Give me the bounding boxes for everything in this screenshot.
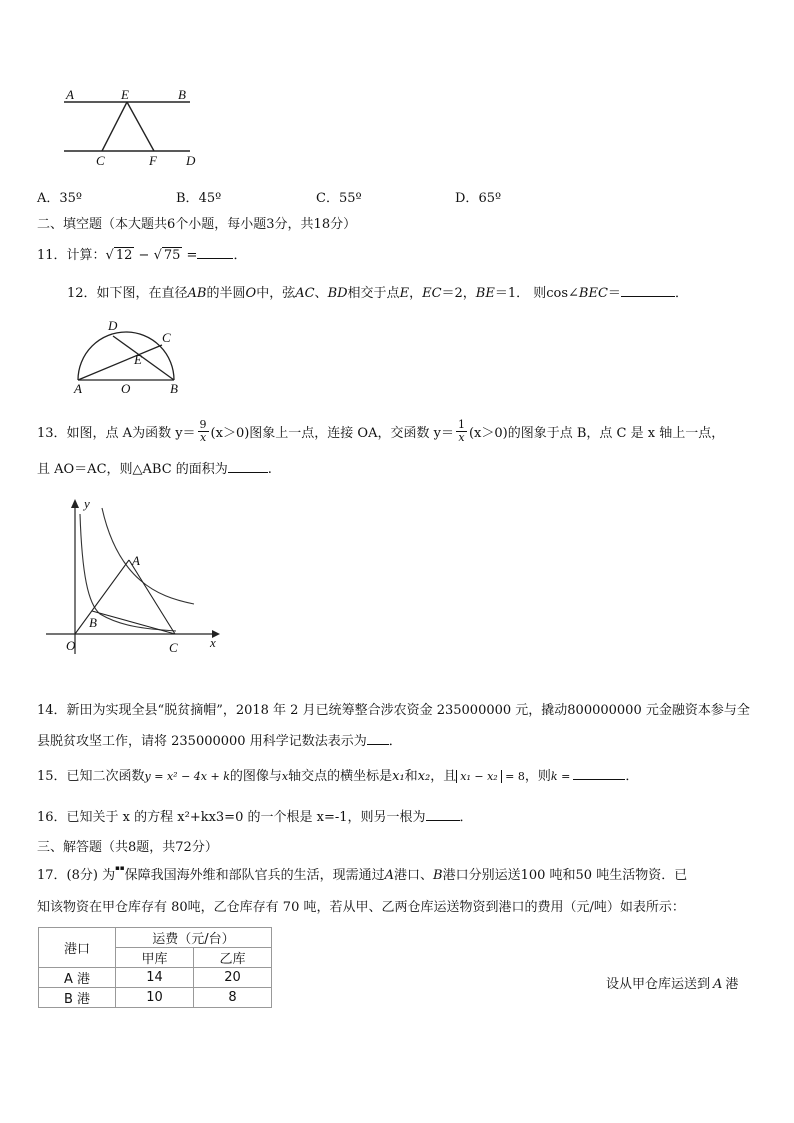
- q12-text: 12．如下图，在直径: [67, 286, 188, 301]
- q13-text: (x＞0)的图象于点 B，点 C 是 x 轴上一点，: [468, 425, 725, 441]
- axis-label-x: x: [210, 635, 216, 650]
- var-x1: x₁: [392, 769, 405, 784]
- option-value: 65º: [478, 191, 502, 206]
- point-label-a: A: [74, 381, 82, 396]
- question-11: [37, 244, 246, 263]
- q14-text: 县脱贫攻坚工作，请将 235000000 用科学记数法表示为: [37, 734, 367, 749]
- q12-text: 、: [314, 286, 328, 301]
- var-x: x: [281, 770, 289, 783]
- option-b: [176, 187, 221, 206]
- point-label-d: D: [186, 153, 196, 168]
- q15-text: 轴交点的横坐标是: [288, 769, 393, 784]
- point-label-b: B: [178, 87, 186, 102]
- point-label-f: F: [149, 153, 157, 168]
- q12-text: 中，弦: [256, 286, 296, 301]
- option-value: 35º: [59, 191, 83, 206]
- q15-text: 15．已知二次函数: [37, 769, 145, 784]
- denominator: x: [199, 430, 207, 444]
- point-label-c: C: [169, 640, 178, 655]
- var-k: k =: [550, 770, 571, 783]
- semicircle-figure: [68, 314, 186, 396]
- var-ac: AC: [295, 286, 315, 301]
- q12-text: 的半圆: [206, 286, 246, 301]
- point-label-e: E: [134, 352, 142, 367]
- function-graph-figure: [44, 494, 224, 658]
- q11-end: ．: [233, 248, 247, 263]
- var-o: O: [245, 286, 257, 301]
- option-letter: D．: [455, 191, 479, 206]
- var-e: E: [399, 286, 410, 301]
- q13-end: .: [267, 462, 272, 477]
- option-a: [37, 187, 82, 206]
- sqrt-75: √ 75: [153, 248, 181, 263]
- point-label-a: A: [132, 553, 140, 568]
- var-b: B: [433, 868, 443, 883]
- equals-8: = 8: [501, 770, 525, 783]
- numerator: 1: [457, 417, 465, 431]
- var-ec: EC: [422, 286, 442, 301]
- q16-end: ．: [459, 810, 473, 825]
- radicand-12: 12: [115, 248, 133, 263]
- q15-text: 的图像与: [229, 769, 282, 784]
- point-label-d: D: [108, 318, 118, 333]
- denominator: x: [458, 430, 465, 444]
- cell-port: B 港: [39, 988, 116, 1008]
- q12-text: ＝: [607, 286, 621, 301]
- table-row: [39, 988, 272, 1008]
- q15-text: ，则: [524, 769, 551, 784]
- table-header-row: [39, 928, 272, 948]
- q14-end: ．: [388, 734, 402, 749]
- var-x2: x₂: [417, 769, 431, 784]
- q15-text: ，且: [430, 769, 457, 784]
- segment-ec: [102, 102, 127, 151]
- table-row: [39, 968, 272, 988]
- q17-text: 17．(8分) 为: [37, 868, 116, 883]
- q16-text: 16．已知关于 x 的方程 x²+kx3=0 的一个根是 x=-1，则另一根为: [37, 810, 426, 825]
- answer-blank: [621, 296, 675, 297]
- q17-text: 保障我国海外维和部队官兵的生活，现需通过: [124, 868, 385, 883]
- answer-blank: [426, 820, 460, 821]
- q12-text: 相交于点: [347, 286, 400, 301]
- parallel-lines-figure: [60, 84, 210, 170]
- cell-jia: 10: [116, 988, 194, 1008]
- point-label-e: E: [121, 87, 129, 102]
- question-17-line-2: 知该物资在甲仓库存有 80吨，乙仓库存有 70 吨，若从甲、乙两仓库运送物资到港口的费用（元/吨）如表所示：: [37, 900, 685, 915]
- y-axis-arrow: [71, 499, 79, 508]
- section-heading-fill-in: 二、填空题（本大题共6个小题，每小题3分，共18分）: [37, 217, 357, 232]
- q13-text: 13．如图，点 A为函数 y＝: [37, 425, 196, 441]
- quadratic-function: y = x² − 4x + k: [144, 770, 230, 783]
- shipping-cost-table: [38, 927, 272, 1008]
- q17-side-text: [606, 973, 738, 992]
- small-glyph-mark: ▪▪: [115, 864, 125, 872]
- axis-label-y: y: [84, 496, 90, 511]
- var-a: A: [713, 977, 723, 992]
- q17-text: 港口分别运送100 吨和50 吨生活物资．已: [442, 868, 688, 883]
- q17-text: 设从甲仓库运送到: [606, 977, 711, 992]
- minus-sign: −: [134, 248, 154, 263]
- section-heading-solutions: 三、解答题（共8题，共72分）: [37, 840, 218, 855]
- q17-text: 港口、: [394, 868, 434, 883]
- var-be: BE: [475, 286, 495, 301]
- cell-yi: 8: [194, 988, 272, 1008]
- option-value: 45º: [198, 191, 222, 206]
- header-cost: 运费（元/台）: [116, 928, 272, 948]
- equals-sign: =: [182, 248, 198, 263]
- q15-text: 和: [404, 769, 418, 784]
- q17-text: 港: [725, 977, 739, 992]
- fraction-1-over-x: [456, 419, 467, 444]
- radicand-75: 75: [163, 248, 181, 263]
- answer-blank: [367, 744, 389, 745]
- point-label-b: B: [89, 615, 97, 630]
- segment-ef: [127, 102, 154, 151]
- cell-port: A 港: [39, 968, 116, 988]
- var-bd: BD: [327, 286, 348, 301]
- option-d: [455, 187, 501, 206]
- question-14-line-2: [37, 730, 402, 749]
- q12-end: ．: [674, 286, 688, 301]
- option-c: [316, 187, 362, 206]
- header-port: 港口: [39, 928, 116, 968]
- subheader-jia: 甲库: [116, 948, 194, 968]
- option-letter: B．: [176, 191, 199, 206]
- question-15: [37, 765, 638, 784]
- question-17-line-1: [37, 864, 687, 883]
- var-a: A: [384, 868, 394, 883]
- answer-blank: [573, 779, 625, 780]
- cell-yi: 20: [194, 968, 272, 988]
- answer-blank: [197, 258, 233, 259]
- cell-jia: 14: [116, 968, 194, 988]
- q13-text: (x＞0)图象上一点，连接 OA，交函数 y＝: [210, 425, 454, 441]
- fraction-9-over-x: [198, 419, 209, 444]
- question-14-line-1: 14．新田为实现全县“脱贫摘帽”，2018 年 2 月已统筹整合涉农资金 235000000 元，撬动800000000 元金融资本参与全: [37, 703, 750, 718]
- point-label-o: O: [121, 381, 131, 396]
- point-label-a: A: [66, 87, 74, 102]
- q13-text: 且 AO＝AC，则△ABC 的面积为: [37, 462, 228, 477]
- point-label-c: C: [96, 153, 105, 168]
- question-16: [37, 806, 473, 825]
- q12-text: ＝2，: [441, 286, 476, 301]
- q11-prefix: 11．计算：: [37, 248, 106, 263]
- subheader-yi: 乙库: [194, 948, 272, 968]
- var-bec: BEC: [578, 286, 608, 301]
- question-12: [67, 282, 688, 301]
- answer-blank: [228, 472, 268, 473]
- q12-text: ，: [409, 286, 423, 301]
- option-letter: A．: [37, 191, 60, 206]
- absolute-value-expression: x₁ − x₂: [456, 770, 501, 783]
- option-letter: C．: [316, 191, 339, 206]
- question-13-line-2: [37, 458, 272, 477]
- var-ab: AB: [187, 286, 207, 301]
- question-13-line-1: [37, 413, 724, 449]
- sqrt-12: √ 12: [105, 248, 133, 263]
- q15-end: ．: [625, 769, 639, 784]
- numerator: 9: [199, 417, 207, 431]
- point-label-b: B: [170, 381, 178, 396]
- q12-text: ＝1． 则cos∠: [494, 286, 579, 301]
- option-value: 55º: [338, 191, 362, 206]
- semicircle-arc: [78, 332, 174, 380]
- point-label-c: C: [162, 330, 171, 345]
- point-label-o: O: [66, 638, 76, 653]
